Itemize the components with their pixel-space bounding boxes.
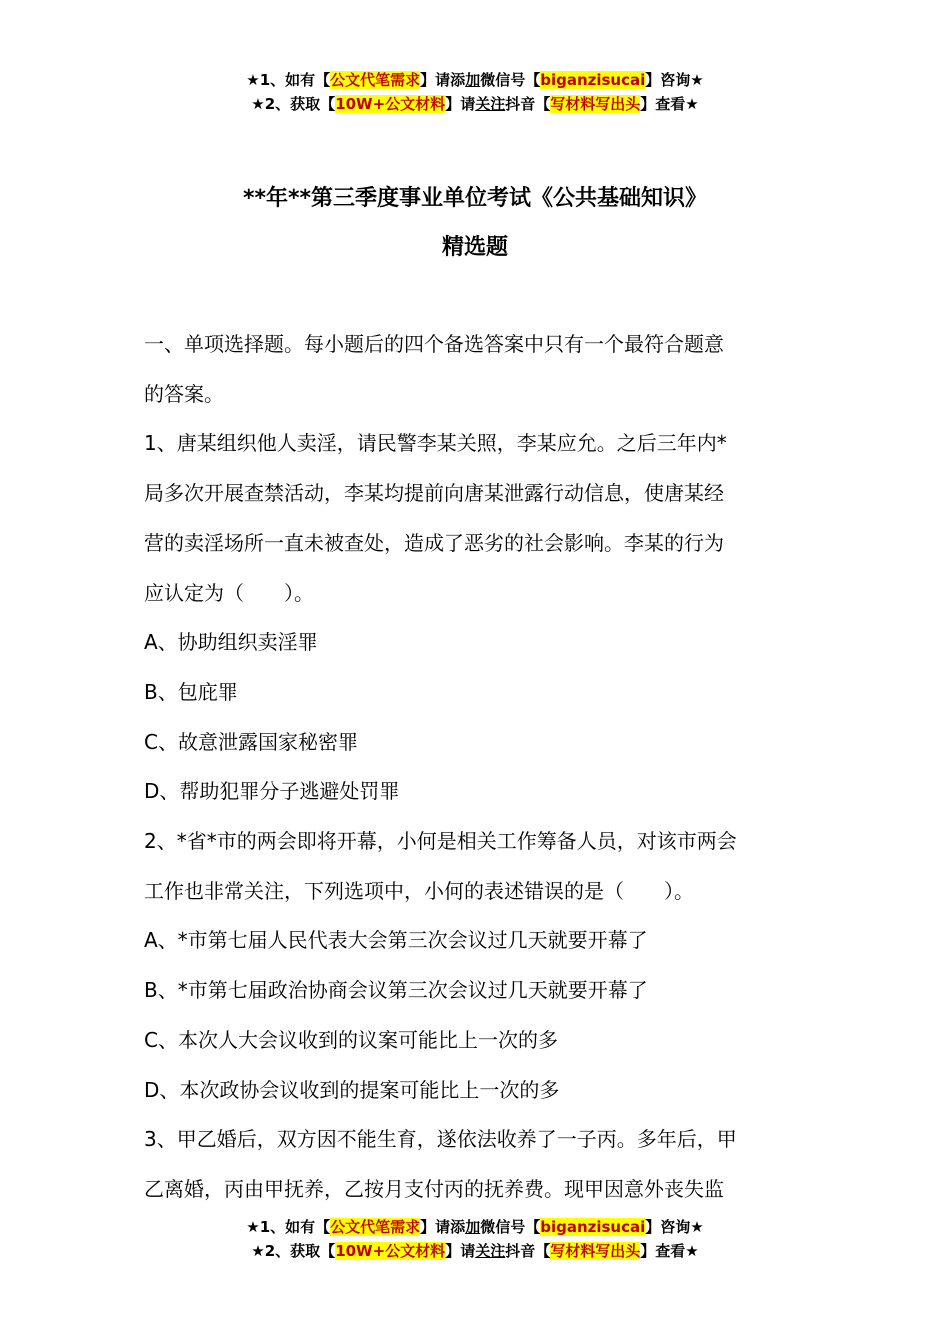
question-2-line-2: 工作也非常关注，下列选项中，小何的表述错误的是（ ）。 <box>144 878 694 903</box>
question-1-line-4: 应认定为（ ）。 <box>144 580 314 605</box>
footer-banner <box>0 1215 950 1263</box>
question-2-option-a: A、*市第七届人民代表大会第三次会议过几天就要开幕了 <box>144 928 648 953</box>
footer-banner-line-2: ★2、获取【10W+公文材料】请关注抖音【写材料写出头】查看★ <box>251 1242 699 1260</box>
highlight-douyin: 写材料写出头 <box>550 95 641 113</box>
highlight-service: 公文代笔需求 <box>330 1218 421 1236</box>
question-2-option-d: D、本次政协会议收到的提案可能比上一次的多 <box>144 1077 560 1102</box>
question-1-line-2: 局多次开展查禁活动，李某均提前向唐某泄露行动信息，使唐某经 <box>144 481 724 506</box>
question-1-option-b: B、包庇罪 <box>144 679 238 704</box>
question-3-line-1: 3、甲乙婚后，双方因不能生育，遂依法收养了一子丙。多年后，甲 <box>144 1127 737 1152</box>
question-1-line-3: 营的卖淫场所一直未被查处，造成了恶劣的社会影响。李某的行为 <box>144 530 724 555</box>
highlight-service: 公文代笔需求 <box>330 71 421 89</box>
section-heading-line-2: 的答案。 <box>144 381 224 406</box>
section-heading-line-1: 一、单项选择题。每小题后的四个备选答案中只有一个最符合题意 <box>144 332 724 356</box>
question-2-line-1: 2、*省*市的两会即将开幕，小何是相关工作筹备人员，对该市两会 <box>144 829 737 854</box>
page-title: **年**第三季度事业单位考试《公共基础知识》 <box>242 186 708 211</box>
header-banner-line-1: ★1、如有【公文代笔需求】请添加微信号【biganzisucai】咨询★ <box>246 71 704 89</box>
question-2-option-b: B、*市第七届政治协商会议第三次会议过几天就要开幕了 <box>144 978 648 1003</box>
question-1-option-c: C、故意泄露国家秘密罪 <box>144 729 358 754</box>
page-subtitle: 精选题 <box>441 235 508 260</box>
header-banner <box>0 68 950 116</box>
question-2-option-c: C、本次人大会议收到的议案可能比上一次的多 <box>144 1027 558 1052</box>
highlight-douyin: 写材料写出头 <box>550 1242 641 1260</box>
question-1-line-1: 1、唐某组织他人卖淫，请民警李某关照，李某应允。之后三年内* <box>144 431 727 456</box>
question-3-line-2: 乙离婚，丙由甲抚养，乙按月支付丙的抚养费。现甲因意外丧失监 <box>144 1176 724 1201</box>
highlight-materials: 10W+公文材料 <box>335 1242 446 1260</box>
question-1-option-d: D、帮助犯罪分子逃避处罚罪 <box>144 779 400 804</box>
header-banner-line-2: ★2、获取【10W+公文材料】请关注抖音【写材料写出头】查看★ <box>251 95 699 113</box>
question-1-option-a: A、协助组织卖淫罪 <box>144 630 318 655</box>
footer-banner-line-1: ★1、如有【公文代笔需求】请添加微信号【biganzisucai】咨询★ <box>246 1218 704 1236</box>
highlight-wechat-id: biganzisucai <box>540 1218 646 1236</box>
highlight-wechat-id: biganzisucai <box>540 71 646 89</box>
document-body <box>144 320 810 1215</box>
highlight-materials: 10W+公文材料 <box>335 95 446 113</box>
